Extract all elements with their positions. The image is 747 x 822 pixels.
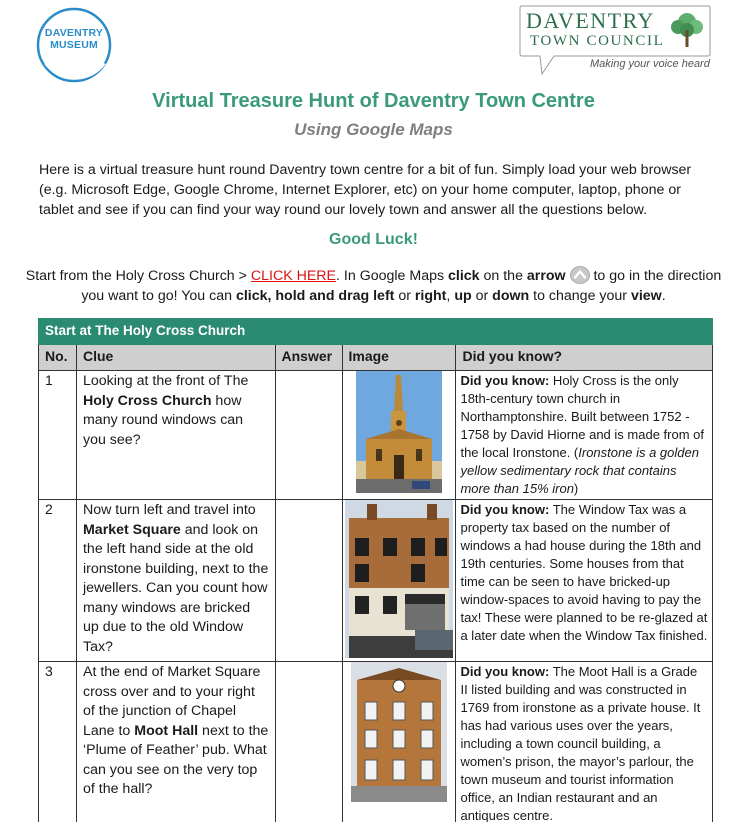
council-subname: TOWN COUNCIL bbox=[530, 33, 665, 49]
moot-hall-photo bbox=[351, 662, 447, 802]
council-tagline: Making your voice heard bbox=[590, 58, 710, 70]
table-row bbox=[39, 500, 713, 662]
church-photo bbox=[356, 371, 442, 493]
col-header-answer: Answer bbox=[275, 345, 342, 371]
page-subtitle: Using Google Maps bbox=[294, 120, 453, 139]
market-square-building-photo bbox=[345, 500, 453, 658]
museum-logo-text: DAVENTRY MUSEUM bbox=[44, 27, 104, 51]
did-you-know-cell: Did you know: The Window Tax was a property tax based on the number of windows a had house during the 18th and 19th centuries. Some houses from that time can be seen to have bricked-up window-spaces to avoid having to pay the tax! These were planned to be re-glazed at a later date when the Window Tax finished. bbox=[456, 500, 713, 662]
image-cell bbox=[342, 500, 456, 662]
image-cell bbox=[342, 662, 456, 822]
image-cell bbox=[342, 371, 456, 500]
table-row bbox=[39, 371, 713, 500]
treasure-hunt-table bbox=[38, 318, 713, 822]
page-title: Virtual Treasure Hunt of Daventry Town Centre bbox=[152, 90, 595, 112]
clue-cell: At the end of Market Square cross over and to your right of the junction of Chapel Lane to Moot Hall next to the ‘Plume of Feather’ pub. What can you see on the very top of the hall? bbox=[76, 662, 275, 822]
did-you-know-cell: Did you know: The Moot Hall is a Grade II listed building and was constructed in 1769 from ironstone as a private house. It has had various uses over the years, including a town council building, a women’s prison, the mayor’s parlour, the town museum and tourist information office, an Indian restaurant and an antiques centre. bbox=[456, 662, 713, 822]
did-you-know-cell: Did you know: Holy Cross is the only 18th-century town church in Northamptonshire. Built between 1752 - 1758 by David Hiorne and is made from of the local Ironstone. (Ironstone is a golden yellow sedimentary rock that contains more than 15% iron) bbox=[456, 371, 713, 500]
row-number: 2 bbox=[39, 500, 77, 662]
col-header-image: Image bbox=[342, 345, 456, 371]
tree-icon bbox=[668, 10, 706, 50]
column-header-row bbox=[39, 345, 713, 371]
section-title: Start at The Holy Cross Church bbox=[39, 319, 713, 345]
row-number: 3 bbox=[39, 662, 77, 822]
col-header-no: No. bbox=[39, 345, 77, 371]
answer-cell[interactable] bbox=[275, 500, 342, 662]
intro-paragraph: Here is a virtual treasure hunt round Daventry town centre for a bit of fun. Simply load your web browser (e.g. Microsoft Edge, Google Chrome, Internet Explorer, etc) on your home computer, laptop, phone or tablet and see if you can find your way round our lovely town and answer all the questions below. bbox=[39, 162, 692, 218]
good-luck-heading: Good Luck! bbox=[329, 231, 418, 248]
table-row bbox=[39, 662, 713, 822]
answer-cell[interactable] bbox=[275, 371, 342, 500]
council-name: DAVENTRY bbox=[526, 8, 655, 33]
col-header-clue: Clue bbox=[76, 345, 275, 371]
click-here-link[interactable]: CLICK HERE bbox=[250, 268, 337, 284]
section-header-row bbox=[39, 319, 713, 345]
row-number: 1 bbox=[39, 371, 77, 500]
arrow-icon bbox=[570, 266, 590, 284]
col-header-did-you-know: Did you know? bbox=[456, 345, 713, 371]
start-instructions: Start from the Holy Cross Church > CLICK HERE. In Google Maps click on the arrow to go in the direction you want to go! You can click, hold and drag left or right, up or down to change your view. bbox=[25, 268, 722, 304]
answer-cell[interactable] bbox=[275, 662, 342, 822]
clue-cell: Looking at the front of The Holy Cross Church how many round windows can you see? bbox=[76, 371, 275, 500]
clue-cell: Now turn left and travel into Market Square and look on the left hand side at the old ironstone building, next to the jewellers. Can you count how many windows are bricked up due to the old Window Tax? bbox=[76, 500, 275, 662]
